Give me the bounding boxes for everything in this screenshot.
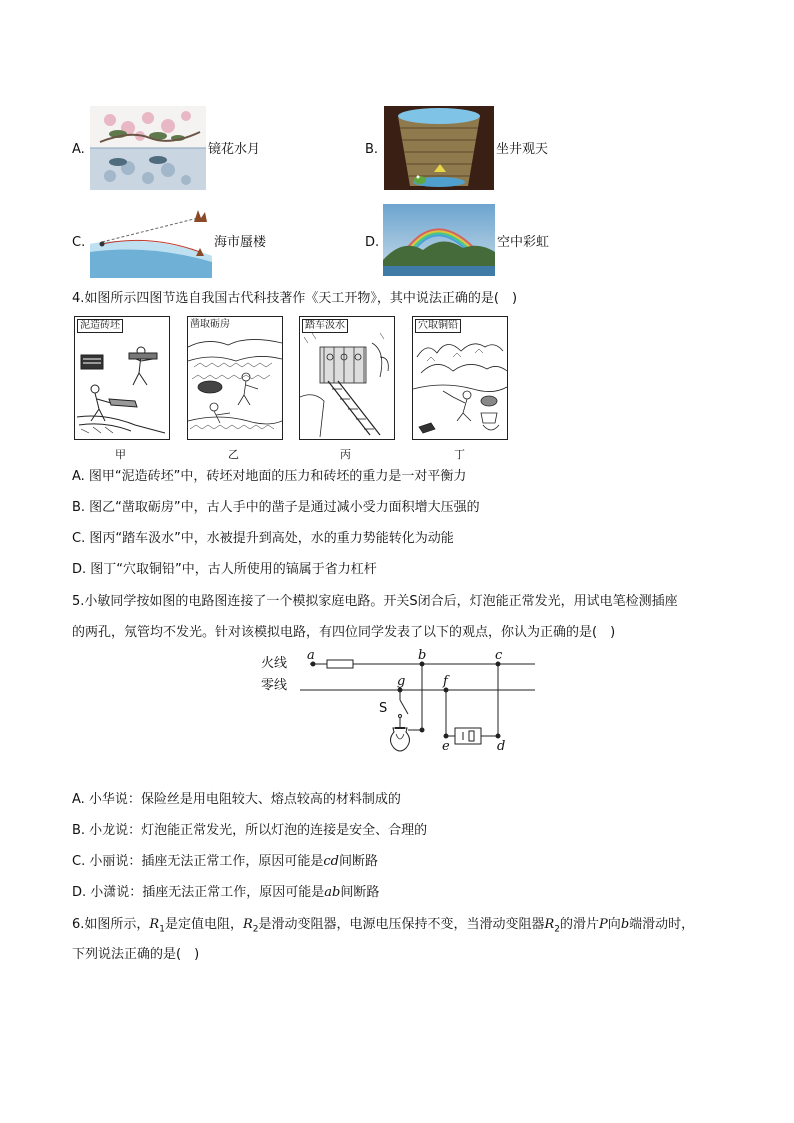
neutral-wire-label: 零线	[261, 678, 288, 693]
q5-stem-line1: 5.小敏同学按如图的电路图连接了一个模拟家庭电路。开关S闭合后，灯泡能正常发光，用试电笔检测插座	[72, 594, 678, 609]
panel-ding-caption: 丁	[454, 448, 465, 461]
q4-panel-jia	[74, 316, 170, 440]
option-a-letter: A.	[72, 142, 85, 157]
q5-option-b: B. 小龙说：灯泡能正常发光，所以灯泡的连接是安全、合理的	[72, 823, 428, 838]
panel-jia-caption: 甲	[115, 448, 126, 461]
option-d-text: 空中彩虹	[497, 235, 550, 250]
switch-label: S	[379, 701, 388, 716]
point-g-label: g	[397, 674, 406, 689]
q5-option-a: A. 小华说：保险丝是用电阻较大、熔点较高的材料制成的	[72, 792, 401, 807]
option-c-text: 海市蜃楼	[214, 235, 267, 250]
panel-ding-label: 穴取铜铅	[415, 319, 461, 333]
frog-in-well-picture	[384, 106, 494, 190]
q5-option-c: C. 小丽说：插座无法正常工作，原因可能是cd间断路	[72, 854, 378, 869]
q4-panel-yi	[187, 316, 283, 440]
panel-yi-label: 凿取砺房	[190, 319, 230, 330]
q4-panel-ding	[412, 316, 508, 440]
household-circuit-diagram	[255, 648, 545, 760]
q4-stem: 4.如图所示四图节选自我国古代科技著作《天工开物》，其中说法正确的是( )	[72, 291, 518, 306]
option-c-letter: C.	[72, 235, 86, 250]
point-e-label: e	[442, 739, 450, 754]
rainbow-picture	[383, 204, 495, 276]
point-d-label: d	[497, 739, 506, 754]
q5-stem-line2: 的两孔，氖管均不发光。针对该模拟电路，有四位同学发表了以下的观点，你认为正确的是( )	[72, 625, 616, 640]
option-b-text: 坐井观天	[496, 142, 549, 157]
q4-panel-bing	[299, 316, 395, 440]
q5-option-d: D. 小潇说：插座无法正常工作，原因可能是ab间断路	[72, 885, 380, 900]
q4-option-c: C. 图丙“踏车汲水”中，水被提升到高处，水的重力势能转化为动能	[72, 531, 454, 546]
panel-bing-label: 踏车汲水	[302, 319, 348, 333]
panel-bing-caption: 丙	[340, 448, 351, 461]
point-f-label: f	[443, 674, 448, 689]
q4-option-a: A. 图甲“泥造砖坯”中，砖坯对地面的压力和砖坯的重力是一对平衡力	[72, 469, 467, 484]
q4-option-b: B. 图乙“凿取砺房”中，古人手中的凿子是通过减小受力面积增大压强的	[72, 500, 480, 515]
q4-option-d: D. 图丁“穴取铜铅”中，古人所使用的镐属于省力杠杆	[72, 562, 377, 577]
mirage-picture	[90, 204, 212, 278]
point-a-label: a	[307, 648, 315, 663]
q6-stem-line1: 6.如图所示，$R_1$是定值电阻，$R_2$是滑动变阻器，电源电压保持不变，当滑动变阻器$R_2$的滑片P向b端滑动时，	[72, 917, 695, 935]
option-a-text: 镜花水月	[208, 142, 261, 157]
q6-stem-line2: 下列说法正确的是( )	[72, 947, 200, 962]
panel-jia-label: 泥造砖坯	[77, 319, 123, 333]
option-b-letter: B.	[365, 142, 379, 157]
live-wire-label: 火线	[261, 656, 288, 671]
panel-yi-caption: 乙	[228, 448, 239, 461]
option-d-letter: D.	[365, 235, 380, 250]
point-c-label: c	[495, 648, 503, 663]
flowers-reflection-picture	[90, 106, 206, 190]
point-b-label: b	[418, 648, 427, 663]
